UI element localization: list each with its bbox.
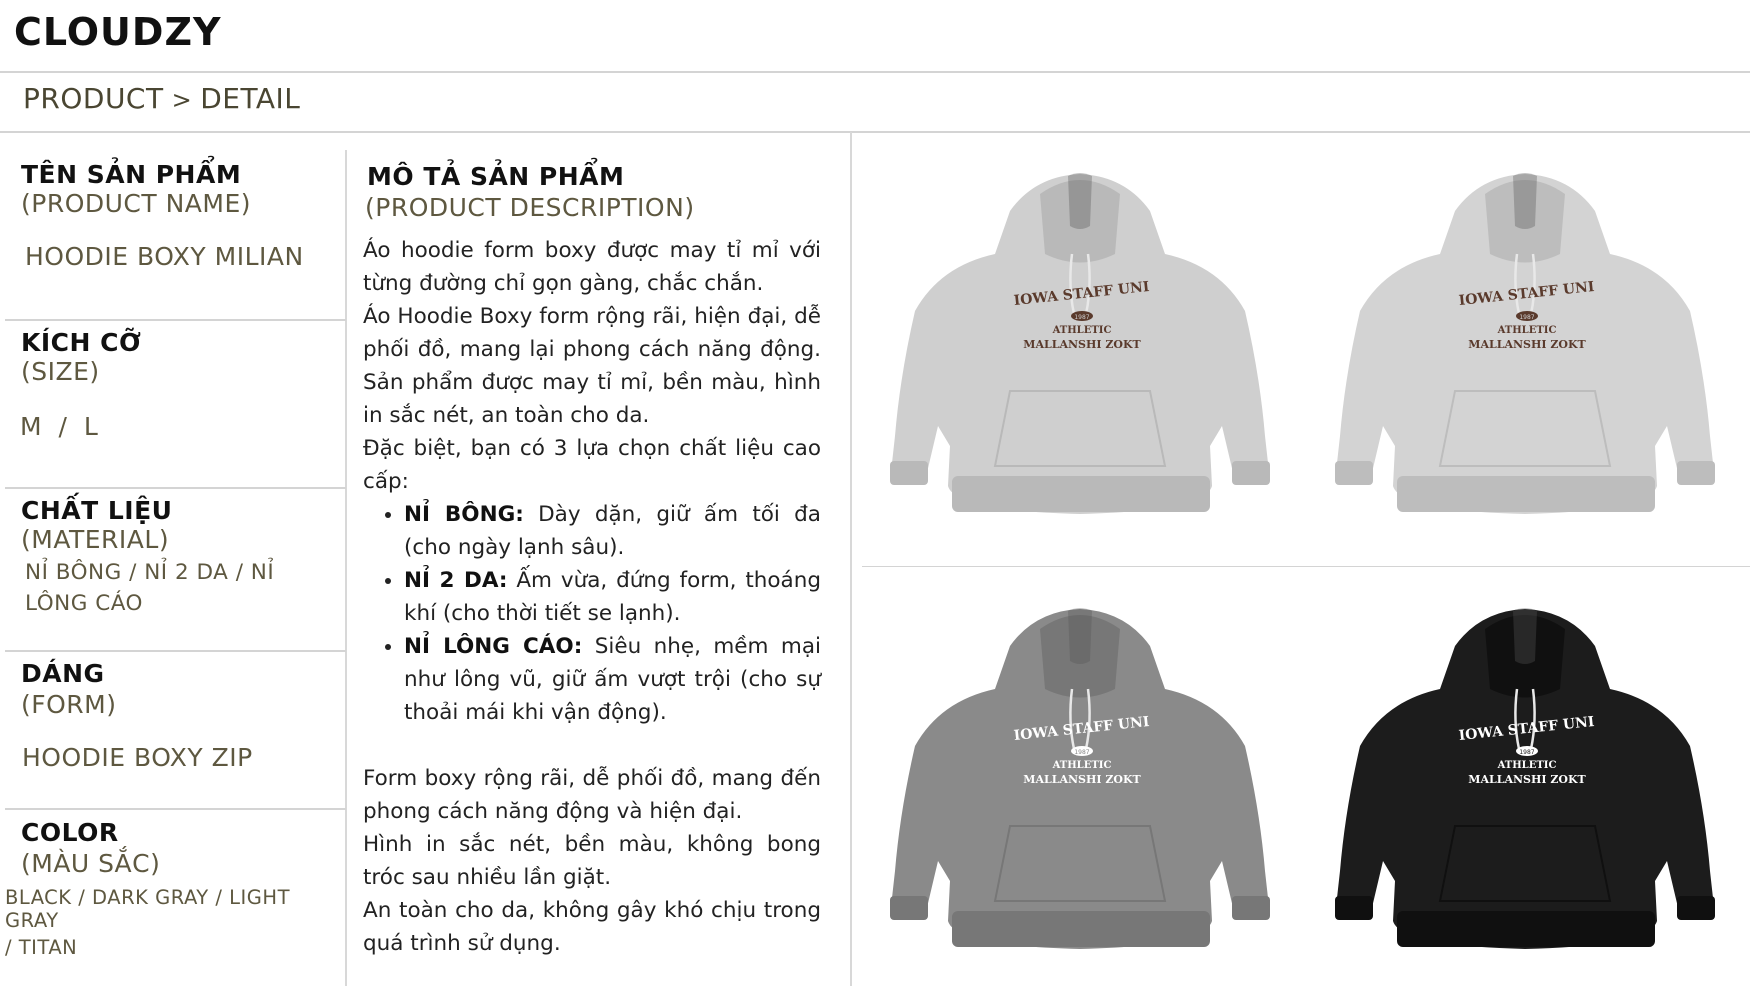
print-line: MALLANSHI ZOKT	[1468, 338, 1586, 351]
material-option-text: Ấm vừa, đứng form, thoáng khí (cho thời tiết se lạnh).	[404, 568, 822, 626]
print-line: IOWA STAFF UNI	[1457, 713, 1596, 745]
description-paragraph: Form boxy rộng rãi, dễ phối đồ, mang đến phong cách năng động và hiện đại.	[363, 766, 821, 824]
spec-size-section	[0, 328, 346, 441]
print-line: 1987	[1519, 749, 1535, 756]
print-line: ATHLETIC	[1052, 760, 1112, 771]
material-option-item	[404, 564, 821, 630]
breadcrumb-product-link[interactable]: PRODUCT	[23, 82, 164, 115]
product-photo-dark-gray[interactable]	[860, 571, 1305, 996]
breadcrumb-current: DETAIL	[200, 82, 301, 115]
spec-size-value: M / L	[20, 412, 99, 441]
spec-name-title: TÊN SẢN PHẨM	[21, 160, 242, 189]
material-option-label: NỈ 2 DA:	[404, 568, 508, 593]
product-photo-grid	[860, 136, 1750, 986]
print-line: 1987	[1519, 314, 1535, 321]
hoodie-illustration	[860, 571, 1305, 996]
material-option-text: Siêu nhẹ, mềm mại như lông vũ, giữ ấm vượt trội (cho sự thoải mái khi vận động).	[404, 634, 821, 725]
print-line: ATHLETIC	[1052, 325, 1112, 336]
spec-color-title: COLOR	[21, 818, 119, 847]
description-paragraph: Áo Hoodie Boxy form rộng rãi, hiện đại, dễ phối đồ, mang lại phong cách năng động. Sản phẩm được may tỉ mỉ, bền màu, hình in sắc nét, an toàn cho da.	[363, 304, 821, 428]
description-subtitle: (PRODUCT DESCRIPTION)	[365, 193, 695, 222]
print-line: IOWA STAFF UNI	[1012, 278, 1151, 310]
print-line: MALLANSHI ZOKT	[1468, 773, 1586, 786]
spec-form-section	[0, 659, 346, 772]
description-paragraph: Áo hoodie form boxy được may tỉ mỉ với từng đường chỉ gọn gàng, chắc chắn.	[363, 238, 821, 296]
product-photo-titan[interactable]	[1305, 136, 1750, 561]
material-option-item	[404, 630, 821, 729]
description-column-divider	[850, 132, 852, 986]
spec-form-title: DÁNG	[21, 659, 105, 688]
print-line: ATHLETIC	[1497, 325, 1557, 336]
spec-color-value-line2: / TITAN	[5, 936, 78, 959]
spec-material-subtitle: (MATERIAL)	[21, 525, 170, 554]
breadcrumb	[23, 82, 300, 115]
photo-grid-divider	[862, 566, 1750, 567]
spec-divider-4	[5, 808, 346, 810]
breadcrumb-divider	[0, 131, 1750, 133]
material-options-list	[363, 498, 821, 729]
spec-size-title: KÍCH CỠ	[21, 328, 142, 357]
material-option-text: Dày dặn, giữ ấm tối đa (cho ngày lạnh sâu).	[404, 502, 821, 560]
print-line: IOWA STAFF UNI	[1012, 713, 1151, 745]
spec-color-section	[0, 818, 346, 959]
spec-material-title: CHẤT LIỆU	[21, 496, 173, 525]
hoodie-illustration	[1305, 571, 1750, 996]
description-paragraph: An toàn cho da, không gây khó chịu trong quá trình sử dụng.	[363, 898, 821, 956]
print-line: 1987	[1074, 749, 1090, 756]
hoodie-illustration	[860, 136, 1305, 561]
spec-form-value: HOODIE BOXY ZIP	[22, 743, 253, 772]
breadcrumb-separator: >	[171, 86, 193, 114]
spec-divider-2	[5, 487, 346, 489]
spec-color-value-line1: BLACK / DARK GRAY / LIGHT GRAY	[5, 886, 290, 932]
description-title: MÔ TẢ SẢN PHẨM	[367, 162, 625, 191]
spec-form-subtitle: (FORM)	[21, 690, 117, 719]
hoodie-illustration	[1305, 136, 1750, 561]
description-spacer	[363, 729, 821, 762]
description-section	[363, 162, 821, 960]
print-line: MALLANSHI ZOKT	[1023, 773, 1141, 786]
material-option-label: NỈ BÔNG:	[404, 502, 524, 527]
spec-material-value-line1: NỈ BÔNG / NỈ 2 DA / NỈ	[25, 560, 275, 585]
material-option-label: NỈ LÔNG CÁO:	[404, 634, 583, 659]
spec-material-value-line2: LÔNG CÁO	[25, 591, 143, 616]
spec-size-subtitle: (SIZE)	[21, 357, 100, 386]
spec-name-section	[0, 160, 346, 271]
spec-name-value: HOODIE BOXY MILIAN	[25, 242, 304, 271]
print-line: IOWA STAFF UNI	[1457, 278, 1596, 310]
spec-name-subtitle: (PRODUCT NAME)	[21, 189, 252, 218]
spec-color-subtitle: (MÀU SẮC)	[21, 849, 161, 878]
product-photo-light-gray[interactable]	[860, 136, 1305, 561]
print-line: ATHLETIC	[1497, 760, 1557, 771]
brand-logo: CLOUDZY	[14, 10, 222, 54]
print-line: MALLANSHI ZOKT	[1023, 338, 1141, 351]
description-paragraph: Đặc biệt, bạn có 3 lựa chọn chất liệu cao cấp:	[363, 436, 821, 494]
spec-material-section	[0, 496, 346, 616]
spec-divider-1	[5, 319, 346, 321]
product-photo-black[interactable]	[1305, 571, 1750, 996]
description-paragraph: Hình in sắc nét, bền màu, không bong tróc sau nhiều lần giặt.	[363, 832, 821, 890]
spec-divider-3	[5, 650, 346, 652]
material-option-item	[404, 498, 821, 564]
print-line: 1987	[1074, 314, 1090, 321]
header-divider	[0, 71, 1750, 73]
description-body	[363, 234, 821, 960]
